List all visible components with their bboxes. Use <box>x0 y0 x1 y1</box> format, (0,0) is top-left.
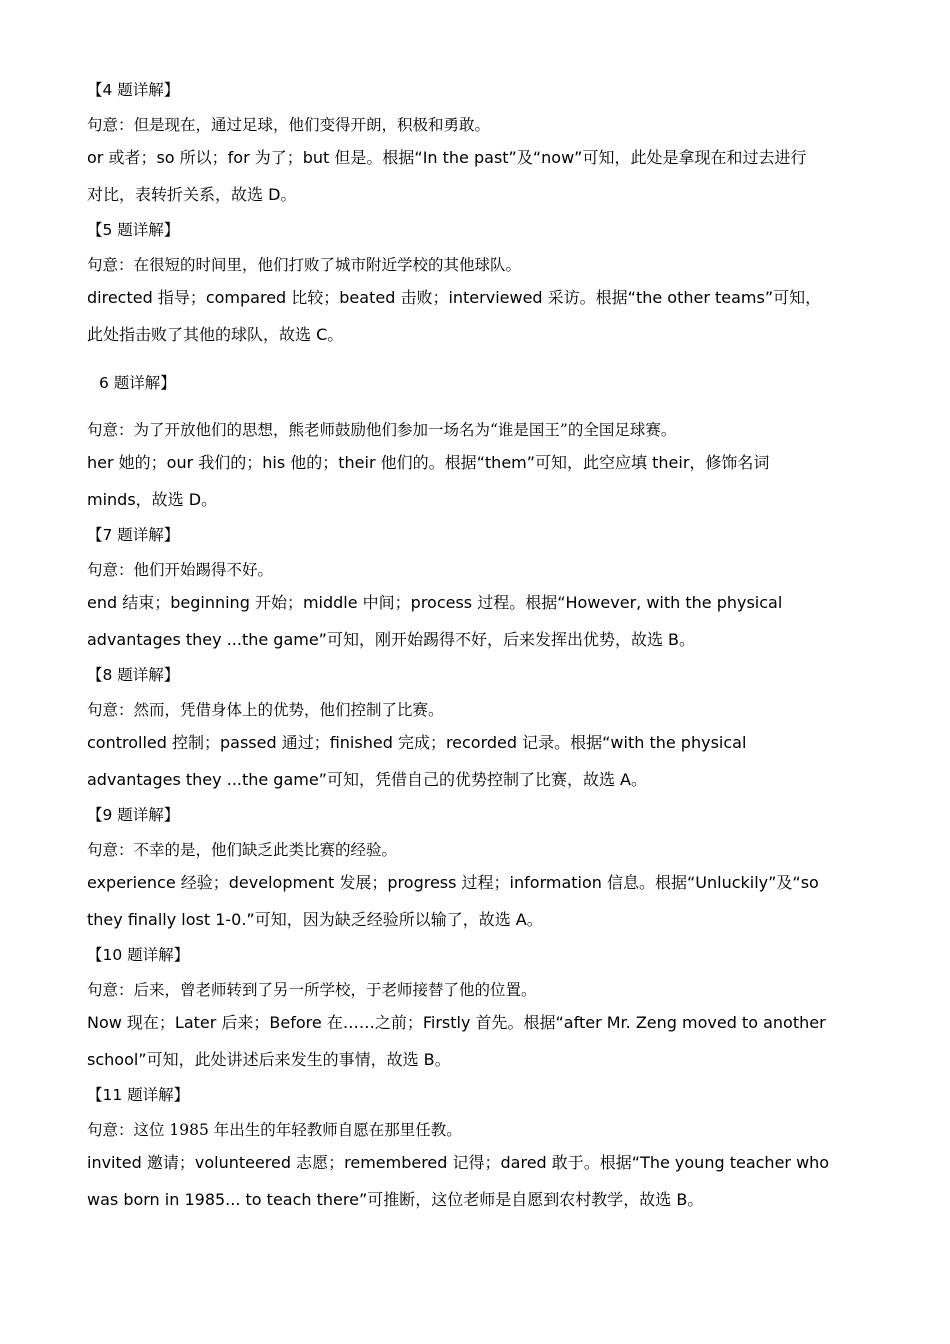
explanation-line: school”可知，此处讲述后来发生的事情，故选 B。 <box>87 1050 451 1069</box>
section-header: 【9 题详解】 <box>87 806 180 824</box>
explanation-line: was born in 1985... to teach there”可推断，这位老师是自愿到农村教学，故选 B。 <box>87 1190 704 1209</box>
section-header: 【10 题详解】 <box>87 946 190 964</box>
explanation-line: experience 经验；development 发展；progress 过程；information 信息。根据“Unluckily”及“so <box>87 873 819 892</box>
section-header: 【4 题详解】 <box>87 81 180 99</box>
explanation-line: directed 指导；compared 比较；beated 击败；interviewed 采访。根据“the other teams”可知， <box>87 288 822 307</box>
explanation-line: advantages they ...the game”可知，刚开始踢得不好，后来发挥出优势，故选 B。 <box>87 630 696 649</box>
explanation-line: invited 邀请；volunteered 志愿；remembered 记得；dared 敢于。根据“The young teacher who <box>87 1153 830 1172</box>
sentence-meaning: 句意：在很短的时间里，他们打败了城市附近学校的其他球队。 <box>87 256 522 274</box>
sentence-meaning: 句意：这位 1985 年出生的年轻教师自愿在那里任教。 <box>87 1121 462 1139</box>
explanation-line: her 她的；our 我们的；his 他的；their 他们的。根据“them”可知，此空应填 their，修饰名词 <box>87 453 770 472</box>
sentence-meaning: 句意：但是现在，通过足球，他们变得开朗，积极和勇敢。 <box>87 116 491 134</box>
explanation-line: 此处指击败了其他的球队，故选 C。 <box>87 325 344 344</box>
section-header: 6 题详解】 <box>99 374 176 392</box>
sentence-meaning: 句意：为了开放他们的思想，熊老师鼓励他们参加一场名为“谁是国王”的全国足球赛。 <box>87 421 677 439</box>
explanation-line: Now 现在；Later 后来；Before 在……之前；Firstly 首先。根据“after Mr. Zeng moved to another <box>87 1013 826 1032</box>
section-header: 【5 题详解】 <box>87 221 180 239</box>
explanation-line: end 结束；beginning 开始；middle 中间；process 过程。根据“However, with the physical <box>87 593 783 612</box>
explanation-line: minds，故选 D。 <box>87 490 218 509</box>
explanation-line: 对比，表转折关系，故选 D。 <box>87 185 297 204</box>
section-header: 【8 题详解】 <box>87 666 180 684</box>
explanation-line: they finally lost 1-0.”可知，因为缺乏经验所以输了，故选 A。 <box>87 910 543 929</box>
explanation-line: advantages they ...the game”可知，凭借自己的优势控制了比赛，故选 A。 <box>87 770 648 789</box>
explanation-line: controlled 控制；passed 通过；finished 完成；recorded 记录。根据“with the physical <box>87 733 747 752</box>
section-header: 【11 题详解】 <box>87 1086 190 1104</box>
section-header: 【7 题详解】 <box>87 526 180 544</box>
sentence-meaning: 句意：他们开始踢得不好。 <box>87 561 274 579</box>
explanation-line: or 或者；so 所以；for 为了；but 但是。根据“In the past”及“now”可知，此处是拿现在和过去进行 <box>87 148 807 167</box>
sentence-meaning: 句意：后来，曾老师转到了另一所学校，于老师接替了他的位置。 <box>87 981 537 999</box>
sentence-meaning: 句意：然而，凭借身体上的优势，他们控制了比赛。 <box>87 701 444 719</box>
sentence-meaning: 句意：不幸的是，他们缺乏此类比赛的经验。 <box>87 841 398 859</box>
